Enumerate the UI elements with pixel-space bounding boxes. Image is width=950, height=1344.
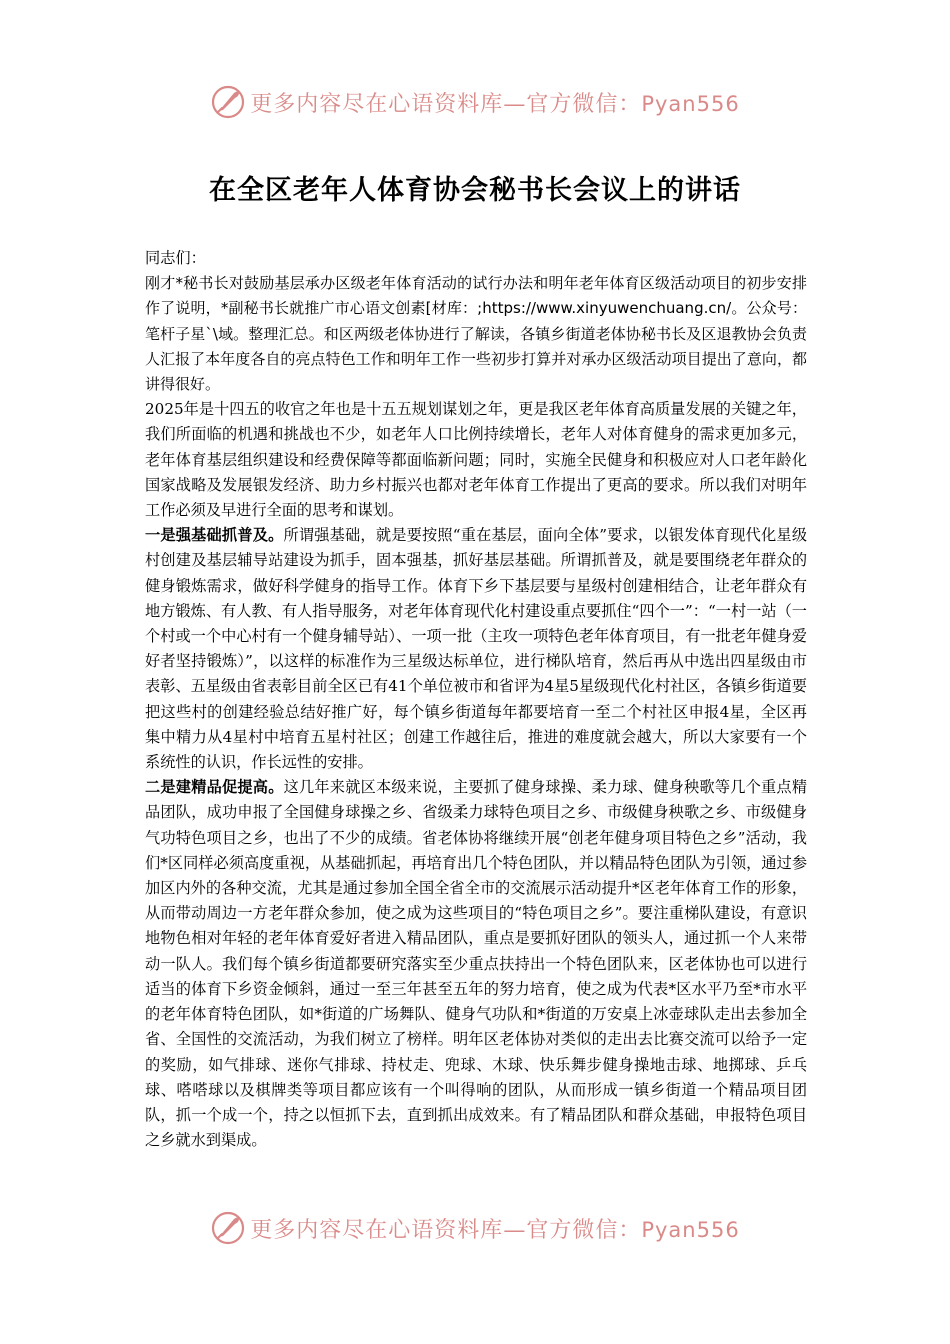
watermark-banner-top — [0, 82, 950, 122]
context-paragraph: 2025年是十四五的收官之年也是十五五规划谋划之年，更是我区老年体育高质量发展的关键之年，我们所面临的机遇和挑战也不少，如老年人口比例持续增长，老年人对体育健身的需求更加多元，老年体育基层组织建设和经费保障等都面临新问题；同时，实施全民健身和积极应对人口老年龄化国家战略及发展银发经济、助力乡村振兴也都对老年体育工作提出了更高的要求。所以我们对明年工作必须及早进行全面的思考和谋划。 — [145, 400, 807, 520]
intro-paragraph: 刚才*秘书长对鼓励基层承办区级老年体育活动的试行办法和明年老年体育区级活动项目的初步安排作了说明，*副秘书长就推广市心语文创素[材库：;https://www.xinyuwenchuang.cn/。公众号：笔杆子星`\域。整理汇总。和区两级老体协进行了解读，各镇乡街道老体协秘书长及区退教协会负责人汇报了本年度各自的亮点特色工作和明年工作一些初步打算并对承办区级活动项目提出了意向，都讲得很好。 — [145, 274, 807, 394]
quill-pen-logo-icon — [210, 1210, 246, 1246]
section-2-paragraph — [145, 775, 807, 1153]
quill-pen-logo-icon — [210, 84, 246, 120]
document-title: 在全区老年人体育协会秘书长会议上的讲话 — [209, 175, 741, 207]
watermark-banner-bottom — [0, 1208, 950, 1248]
section-2-body: 这几年来就区本级来说，主要抓了健身球操、柔力球、健身秧歌等几个重点精品团队，成功申报了全国健身球操之乡、省级柔力球特色项目之乡、市级健身秧歌之乡、市级健身气功特色项目之乡，也出了不少的成绩。省老体协将继续开展“创老年健身项目特色之乡”活动，我们*区同样必须高度重视，从基础抓起，再培育出几个特色团队，并以精品特色团队为引领，通过参加区内外的各种交流，尤其是通过参加全国全省全市的交流展示活动提升*区老年体育工作的形象，从而带动周边一方老年群众参加，使之成为这些项目的“特色项目之乡”。要注重梯队建设，有意识地物色相对年轻的老年体育爱好者进入精品团队，重点是要抓好团队的领头人，通过抓一个人来带动一队人。我们每个镇乡街道都要研究落实至少重点扶持出一个特色团队来，区老体协也可以进行适当的体育下乡资金倾斜，通过一至三年甚至五年的努力培育，使之成为代表*区水平乃至*市水平的老年体育特色团队，如*街道的广场舞队、健身气功队和*街道的万安桌上冰壶球队走出去参加全省、全国性的交流活动，为我们树立了榜样。明年区老体协对类似的走出去比赛交流可以给予一定的奖励，如气排球、迷你气排球、持杖走、兜球、木球、快乐舞步健身操地击球、地掷球、乒乓球、嗒嗒球以及棋牌类等项目都应该有一个叫得响的团队，从而形成一镇乡街道一个精品项目团队，抓一个成一个，持之以恒抓下去，直到抓出成效来。有了精品团队和群众基础，申报特色项目之乡就水到渠成。 — [145, 778, 808, 1150]
section-1-body: 所谓强基础，就是要按照“重在基层，面向全体”要求，以银发体育现代化星级村创建及基层辅导站建设为抓手，固本强基，抓好基层基础。所谓抓普及，就是要围绕老年群众的健身锻炼需求，做好科学健身的指导工作。体育下乡下基层要与星级村创建相结合，让老年群众有地方锻炼、有人教、有人指导服务，对老年体育现代化村建设重点要抓住“四个一”：“一村一站（一个村或一个中心村有一个健身辅导站）、一项一批（主攻一项特色老年体育项目，有一批老年健身爱好者坚持锻炼）”，以这样的标准作为三星级达标单位，进行梯队培育，然后再从中选出四星级由市表彰、五星级由省表彰目前全区已有41个单位被市和省评为4星5星级现代化村社区，各镇乡街道要把这些村的创建经验总结好推广好，每个镇乡街道每年都要培育一至二个村社区申报4星，全区再集中精力从4星村中培育五星村社区；创建工作越往后，推进的难度就会越大，所以大家要有一个系统性的认识，作长远性的安排。 — [145, 526, 808, 772]
document-body — [145, 246, 807, 1153]
salutation: 同志们： — [145, 249, 206, 267]
watermark-text: 更多内容尽在心语资料库—官方微信：Pyan556 — [250, 91, 740, 117]
watermark-text: 更多内容尽在心语资料库—官方微信：Pyan556 — [250, 1217, 740, 1243]
section-1-heading: 一是强基础抓普及。 — [145, 526, 284, 545]
section-1-paragraph — [145, 523, 807, 775]
section-2-heading: 二是建精品促提高。 — [145, 778, 284, 797]
